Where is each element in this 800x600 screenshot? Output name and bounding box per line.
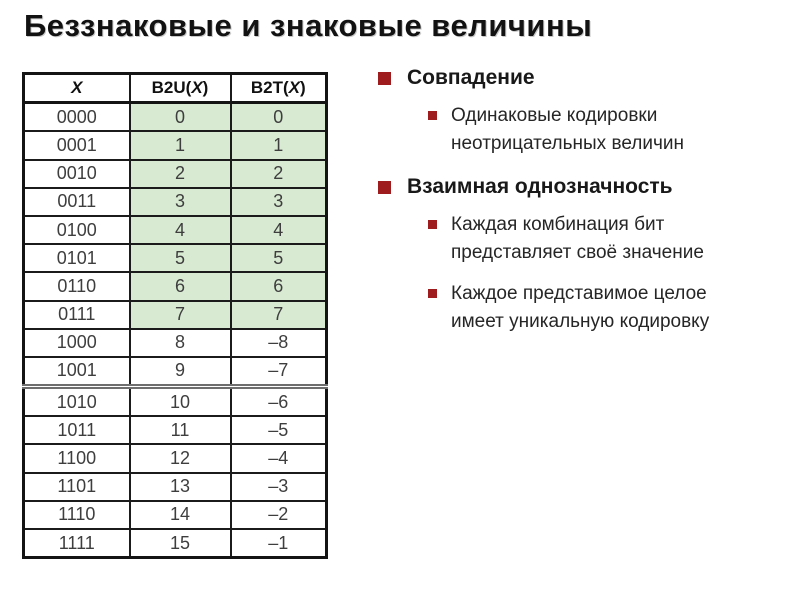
cell-b2u: 0 bbox=[130, 103, 231, 132]
cell-b2t: –8 bbox=[231, 329, 327, 357]
table-row bbox=[24, 131, 327, 159]
cell-b2u: 2 bbox=[130, 160, 231, 188]
bullet-list bbox=[376, 66, 791, 349]
table-row bbox=[24, 387, 327, 417]
table-row bbox=[24, 216, 327, 244]
table-row bbox=[24, 473, 327, 501]
cell-b2u: 4 bbox=[130, 216, 231, 244]
header-cell: B2T(X) bbox=[231, 74, 327, 103]
cell-b2t: –5 bbox=[231, 416, 327, 444]
cell-b2t: 3 bbox=[231, 188, 327, 216]
cell-b2t: 2 bbox=[231, 160, 327, 188]
header-cell: X bbox=[24, 74, 130, 103]
cell-b2u: 1 bbox=[130, 131, 231, 159]
table-row bbox=[24, 160, 327, 188]
cell-b2t: 5 bbox=[231, 244, 327, 272]
cell-b2t: 6 bbox=[231, 272, 327, 300]
cell-b2u: 14 bbox=[130, 501, 231, 529]
cell-b2t: 1 bbox=[231, 131, 327, 159]
cell-bits: 1111 bbox=[24, 529, 130, 558]
table-row bbox=[24, 272, 327, 300]
cell-b2t: 0 bbox=[231, 103, 327, 132]
table-row bbox=[24, 301, 327, 329]
cell-b2u: 8 bbox=[130, 329, 231, 357]
cell-b2u: 13 bbox=[130, 473, 231, 501]
sub-bullet bbox=[428, 280, 791, 335]
cell-b2u: 9 bbox=[130, 357, 231, 387]
cell-bits: 0110 bbox=[24, 272, 130, 300]
header-cell: B2U(X) bbox=[130, 74, 231, 103]
cell-b2u: 3 bbox=[130, 188, 231, 216]
main-bullet bbox=[378, 66, 791, 90]
cell-bits: 0100 bbox=[24, 216, 130, 244]
table-row bbox=[24, 444, 327, 472]
cell-bits: 0011 bbox=[24, 188, 130, 216]
sub-bullet-text: Каждое представимое целое имеет уникальную кодировку bbox=[451, 283, 710, 332]
cell-bits: 1001 bbox=[24, 357, 130, 387]
encoding-table-header bbox=[24, 74, 327, 103]
sub-bullet-text: Каждая комбинация бит представляет своё значение bbox=[451, 214, 704, 263]
cell-bits: 0101 bbox=[24, 244, 130, 272]
cell-bits: 1000 bbox=[24, 329, 130, 357]
cell-bits: 1101 bbox=[24, 473, 130, 501]
cell-b2t: –3 bbox=[231, 473, 327, 501]
page-title: Беззнаковые и знаковые величины bbox=[24, 8, 593, 43]
cell-bits: 0000 bbox=[24, 103, 130, 132]
main-bullet bbox=[378, 175, 791, 199]
cell-b2t: –6 bbox=[231, 387, 327, 417]
table-row bbox=[24, 329, 327, 357]
sub-bullet-text: Одинаковые кодировки неотрицательных величин bbox=[451, 105, 684, 154]
square-bullet-icon bbox=[428, 289, 437, 298]
square-bullet-icon bbox=[378, 72, 391, 85]
table-row bbox=[24, 357, 327, 387]
table-row bbox=[24, 103, 327, 132]
cell-b2t: 7 bbox=[231, 301, 327, 329]
cell-b2t: 4 bbox=[231, 216, 327, 244]
encoding-table bbox=[22, 72, 328, 559]
square-bullet-icon bbox=[428, 111, 437, 120]
encoding-table-body bbox=[24, 103, 327, 558]
cell-bits: 1110 bbox=[24, 501, 130, 529]
cell-bits: 0001 bbox=[24, 131, 130, 159]
cell-b2t: –4 bbox=[231, 444, 327, 472]
bullet-group-coincidence bbox=[376, 66, 791, 157]
cell-b2t: –1 bbox=[231, 529, 327, 558]
table-header-row bbox=[24, 74, 327, 103]
sub-bullet bbox=[428, 211, 791, 266]
sub-bullet bbox=[428, 102, 791, 157]
cell-b2u: 6 bbox=[130, 272, 231, 300]
cell-bits: 0111 bbox=[24, 301, 130, 329]
cell-b2u: 5 bbox=[130, 244, 231, 272]
cell-bits: 1011 bbox=[24, 416, 130, 444]
cell-bits: 1100 bbox=[24, 444, 130, 472]
table-row bbox=[24, 501, 327, 529]
cell-b2u: 7 bbox=[130, 301, 231, 329]
cell-b2t: –2 bbox=[231, 501, 327, 529]
cell-b2u: 15 bbox=[130, 529, 231, 558]
table-row bbox=[24, 529, 327, 558]
cell-b2t: –7 bbox=[231, 357, 327, 387]
bullet-label: Совпадение bbox=[407, 66, 535, 89]
cell-bits: 0010 bbox=[24, 160, 130, 188]
cell-b2u: 12 bbox=[130, 444, 231, 472]
cell-b2u: 11 bbox=[130, 416, 231, 444]
table-row bbox=[24, 416, 327, 444]
square-bullet-icon bbox=[428, 220, 437, 229]
cell-bits: 1010 bbox=[24, 387, 130, 417]
table-row bbox=[24, 244, 327, 272]
bullet-group-uniqueness bbox=[376, 175, 791, 335]
square-bullet-icon bbox=[378, 181, 391, 194]
table-row bbox=[24, 188, 327, 216]
cell-b2u: 10 bbox=[130, 387, 231, 417]
bullet-label: Взаимная однозначность bbox=[407, 175, 673, 199]
